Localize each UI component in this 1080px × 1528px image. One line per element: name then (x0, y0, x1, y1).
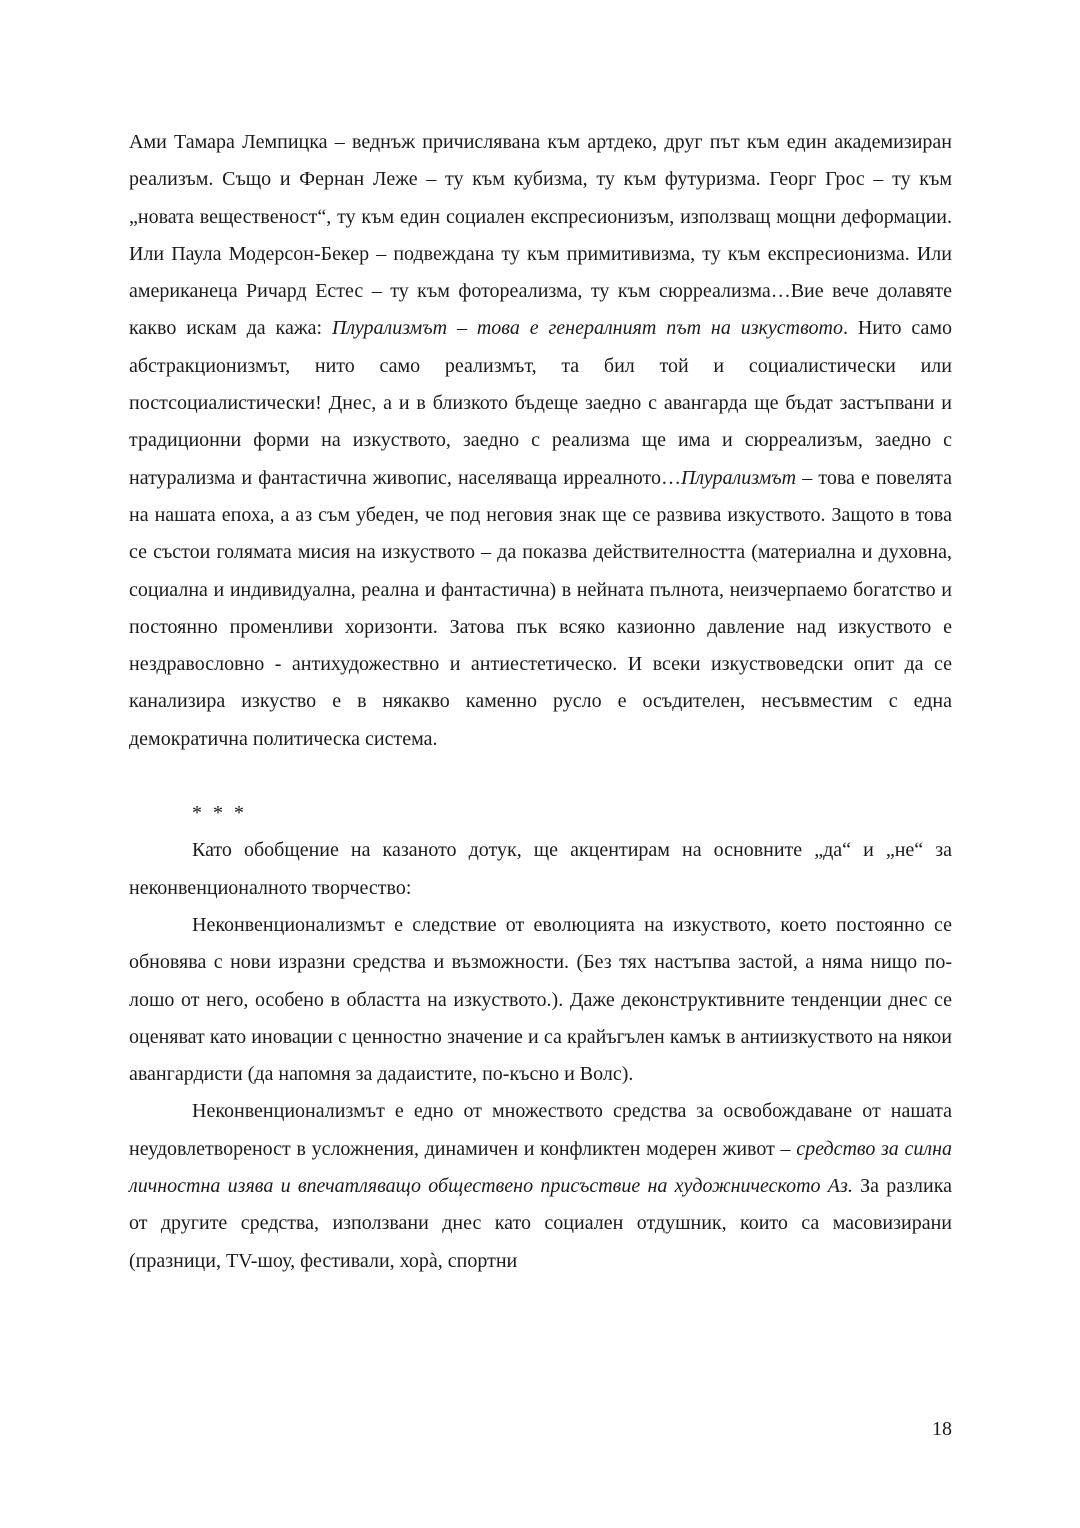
italic-phrase: Плурализмът (680, 466, 797, 489)
paragraph-pluralism: Ами Тамара Лемпицка – веднъж причислявана към артдеко, друг път към един академизиран реализъм. Също и Фернан Леже – ту към кубизма, ту към футуризма. Георг Грос – ту към „новата вещественост“, ту към един социален експресионизъм, използващ мощни деформации. Или Паула Модерсон-Бекер – подвеждана ту към примитивизма, ту към експресионизма. Или американеца Ричард Естес – ту към фотореализма, ту към сюрреализма…Вие вече долавяте какво искам да кажа: Плурализмът – това е генералният път на изкуството. Нито само абстракционизмът, нито само реализмът, та бил той и социалистически или постсоциалистически! Днес, а и в близкото бъдеще заедно с авангарда ще бъдат застъпвани и традиционни форми на изкуството, заедно с реализма ще има и сюрреализъм, заедно с натурализма и фантастична живопис, населяваща ирреалното…Плурализмът – това е повелята на нашата епоха, а аз съм убеден, че под неговия знак ще се развива изкуството. Защото в това се състои голямата мисия на изкуството – да показва действителността (материална и духовна, социална и индивидуална, реална и фантастична) в нейната пълнота, неизчерпаемо богатство и постоянно променливи хоризонти. Затова пък всяко казионно давление над изкуството е нездравословно - антихудожествно и антиестетическо. И всеки изкуствоведски опит да се канализира изкуство е в някакво каменно русло е осъдителен, несъвместим с една демократична политическа система. (129, 131, 953, 750)
paragraph-summary: Като обобщение на казаното дотук, ще акцентирам на основните „да“ и „не“ за неконвенционалното творчество: (129, 839, 952, 899)
italic-phrase: средство за силна личностна изява и впечатляващо обществено присъствие на художническото Аз. (129, 1137, 952, 1198)
paragraph-liberation: Неконвенционализмът е едно от множеството средства за освобождаване от нашата неудовлетвореност в усложнения, динамичен и конфликтен модерен живот – средство за силна личностна изява и впечатляващо обществено присъствие на художническото Аз. За разлика от другите средства, използвани днес като социален отдушник, които са масовизирани (празници, TV-шоу, фестивали, хорà, спортни (129, 1100, 953, 1272)
italic-phrase: Плурализмът – това е генералният път на изкуството (331, 317, 843, 340)
page-number: 18 (932, 1418, 952, 1440)
section-separator: * * * (192, 802, 247, 825)
paragraph-evolution: Неконвенционализмът е следствие от еволюцията на изкуството, което постоянно се обновява с нови изразни средства и възможности. (Без тях настъпва застой, а няма нищо по-лошо от него, особено в областта на изкуството.). Даже деконструктивните тенденции днес се оценяват като иновации с ценностно значение и са крайъгълен камък в антиизкуството на някои авангардисти (да напомня за дадаистите, по-късно и Волс). (129, 913, 952, 1086)
body-text (129, 124, 952, 1280)
